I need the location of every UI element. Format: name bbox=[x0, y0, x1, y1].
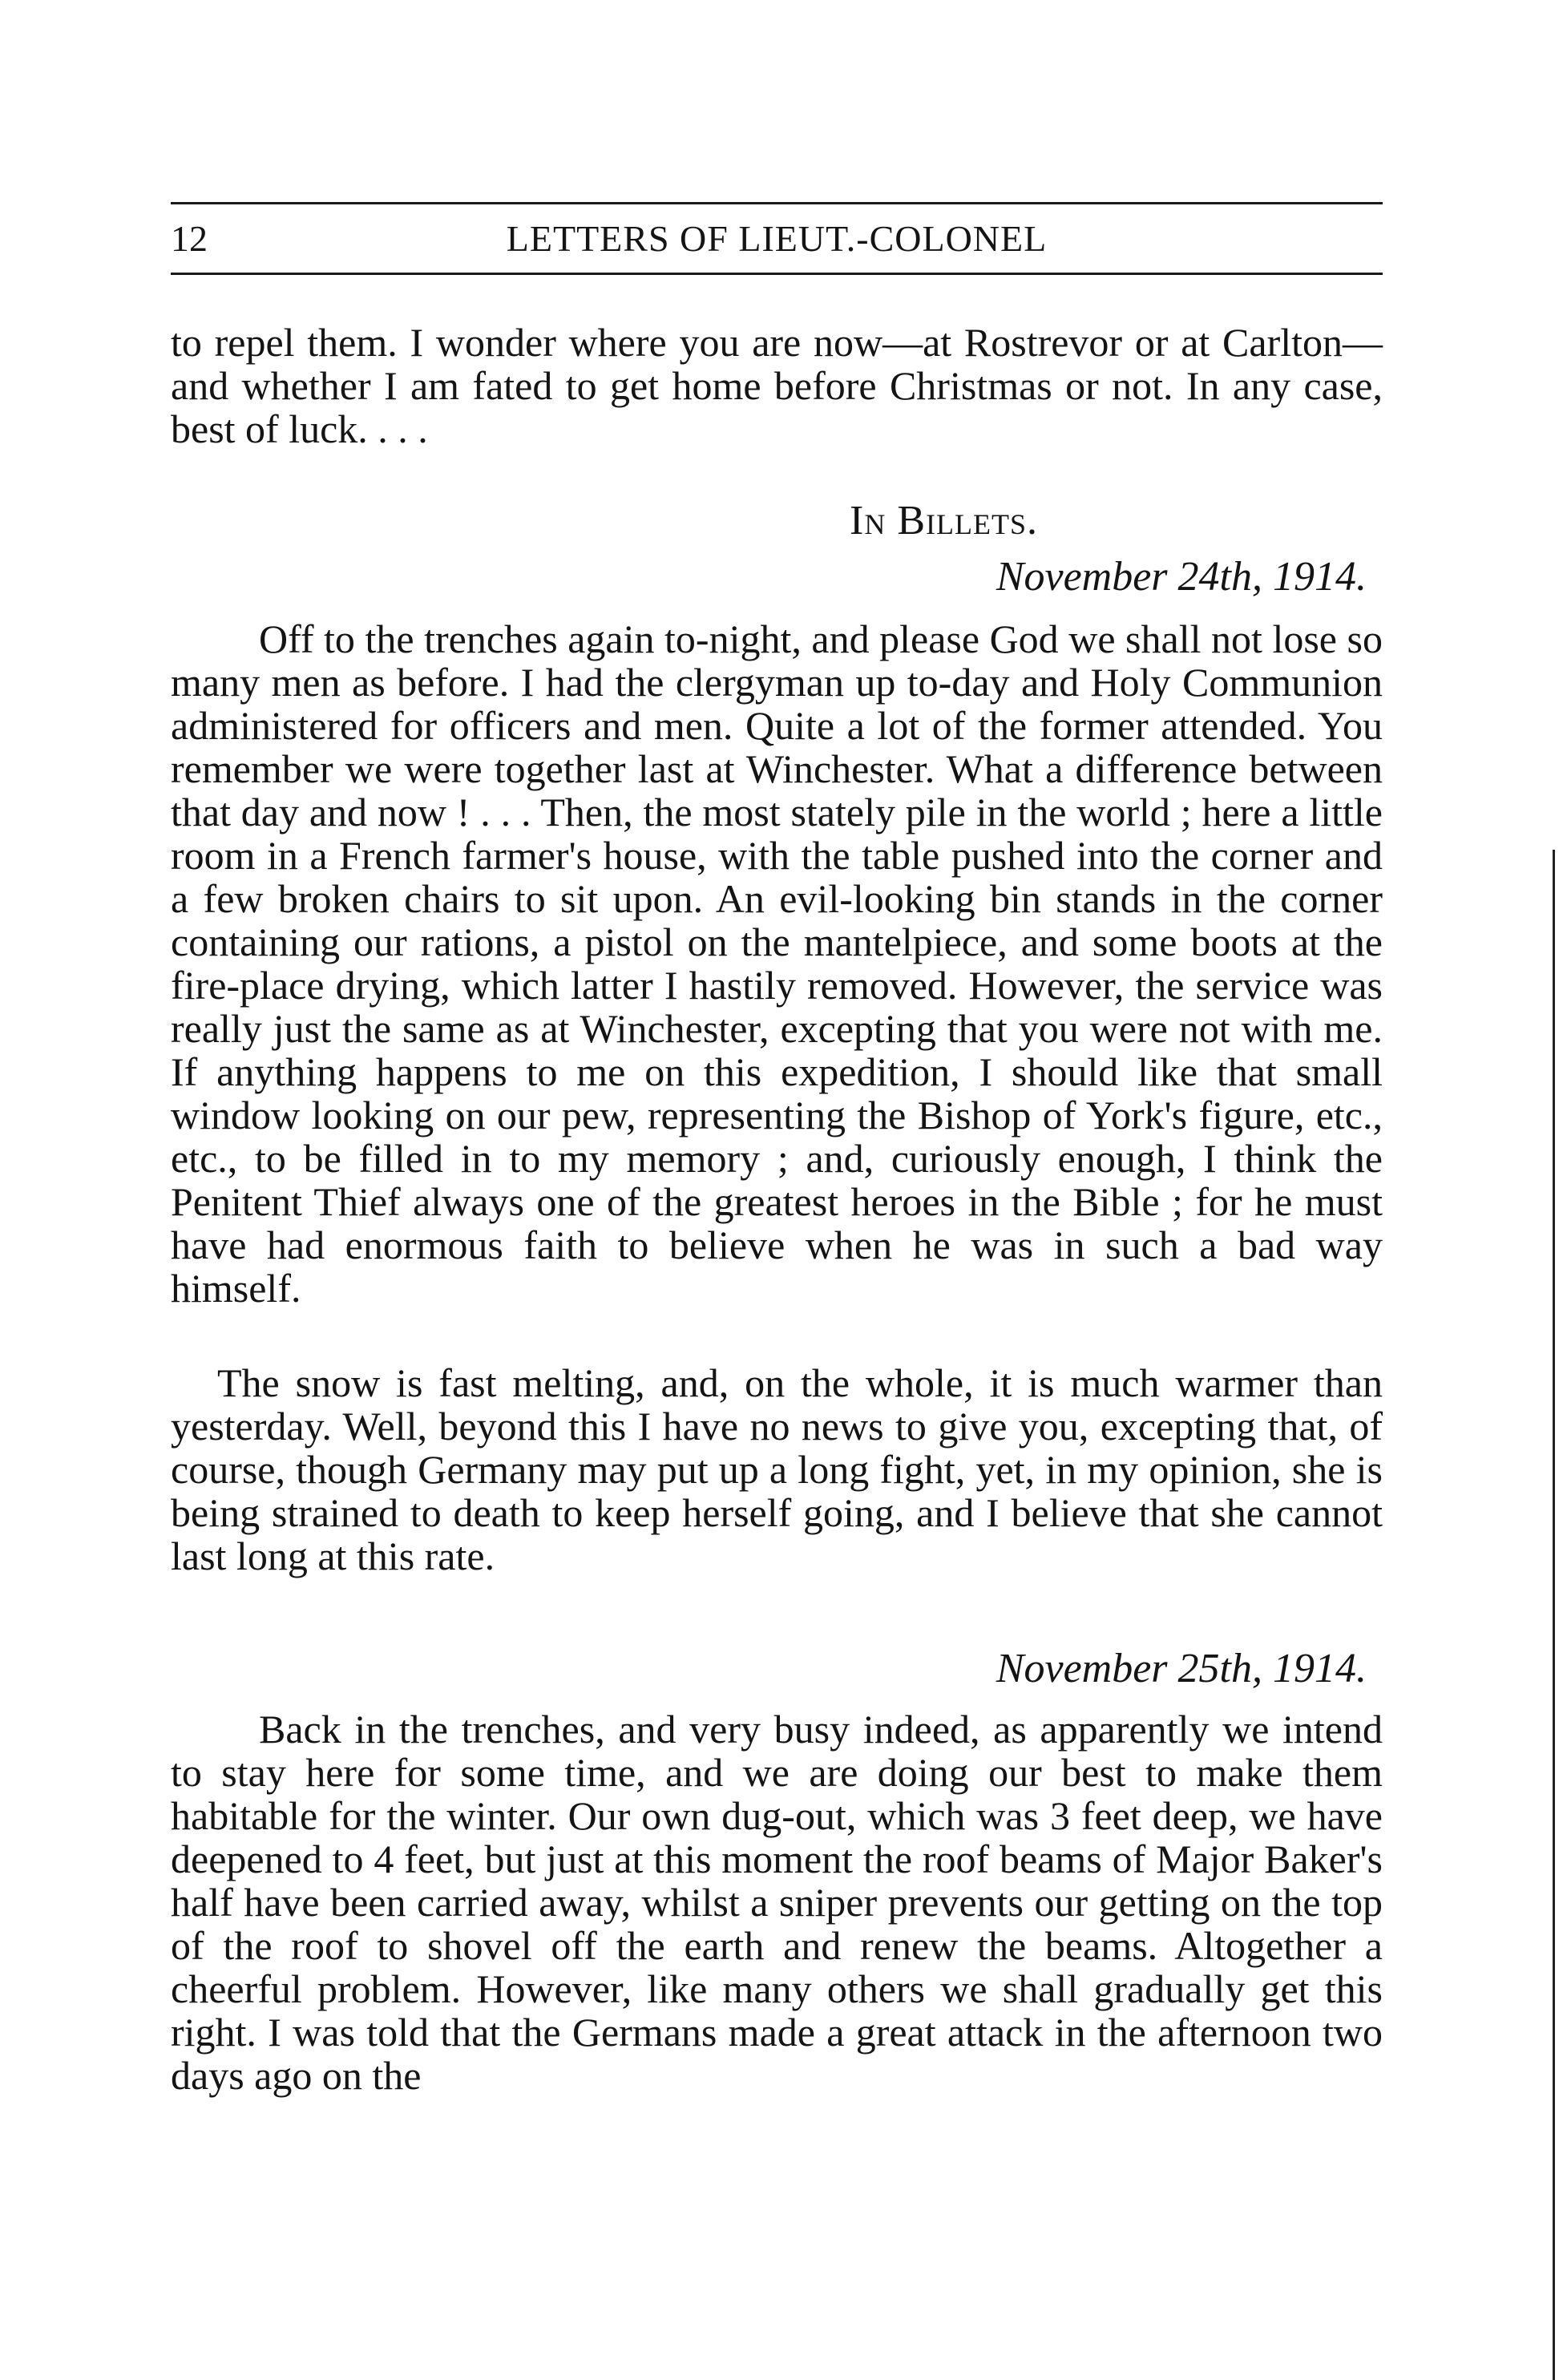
letter-date-heading: November 25th, 1914. bbox=[996, 1646, 1367, 1691]
letter-paragraph: The snow is fast melting, and, on the whole, it is much warmer than yesterday. Well, beyond this I have no news to give you, excepting that, of course, though Germany may put up a long fight, yet, in my opinion, she is being strained to death to keep herself going, and I believe that she cannot last long at this rate. bbox=[171, 1360, 1383, 1578]
running-head: LETTERS OF LIEUT.-COLONEL bbox=[506, 218, 1048, 259]
letter-place-heading: In Billets. bbox=[850, 498, 1038, 543]
header-bottom-rule bbox=[171, 273, 1383, 275]
page-number: 12 bbox=[171, 218, 208, 259]
letter-paragraph: Off to the trenches again to-night, and please God we shall not lose so many men as before. I had the clergyman up to-day and Holy Communion administered for officers and men. Quite a lot of the former attended. You remember we were together last at Winchester. What a difference between that day and now ! . . . Then, the most stately pile in the world ; here a little room in a French farmer's house, with the table pushed into the corner and a few broken chairs to sit upon. An evil-looking bin stands in the corner containing our rations, a pistol on the mantelpiece, and some boots at the fire-place drying, which latter I hastily removed. However, the service was really just the same as at Winchester, excepting that you were not with me. If anything happens to me on this expedition, I should like that small window looking on our pew, representing the Bishop of York's figure, etc., etc., to be filled in to my memory ; and, curiously enough, I think the Penitent Thief always one of the greatest heroes in the Bible ; for he must have had enormous faith to believe when he was in such a bad way himself. bbox=[171, 616, 1383, 1311]
continuation-paragraph: to repel them. I wonder where you are now—at Rostrevor or at Carlton—and whether I am fated to get home before Christmas or not. In any case, best of luck. . . . bbox=[171, 320, 1383, 451]
header-top-rule bbox=[171, 202, 1383, 204]
letter-paragraph: Back in the trenches, and very busy indeed, as apparently we intend to stay here for some time, and we are doing our best to make them habitable for the winter. Our own dug-out, which was 3 feet deep, we have deepened to 4 feet, but just at this moment the roof beams of Major Baker's half have been carried away, whilst a sniper prevents our getting on the top of the roof to shovel off the earth and renew the beams. Altogether a cheerful problem. However, like many others we shall gradually get this right. I was told that the Germans made a great attack in the afternoon two days ago on the bbox=[171, 1707, 1383, 2098]
scan-edge-line bbox=[1553, 850, 1555, 2380]
letter-date-heading: November 24th, 1914. bbox=[996, 554, 1367, 600]
